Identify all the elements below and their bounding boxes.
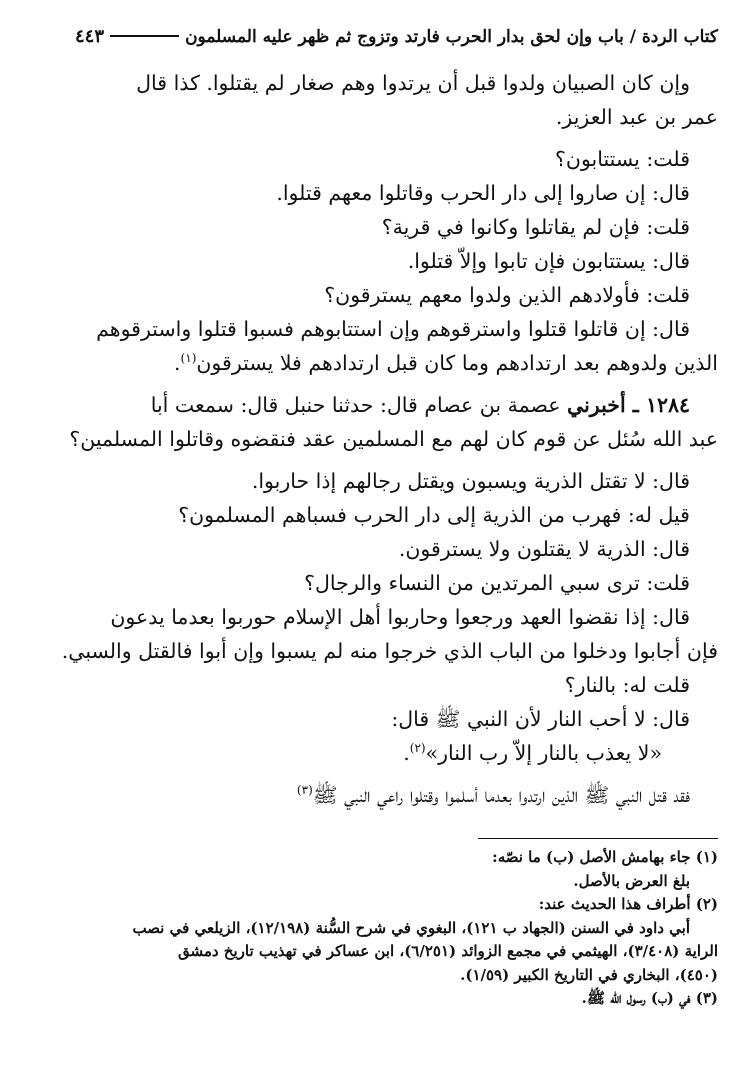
footnote-line: (١) جاء بهامش الأصل (ب) ما نصّه: [492, 848, 718, 866]
text-line: قال: لا أحب النار لأن النبي ﷺ قال: [391, 707, 690, 731]
footnote-line: (٢) أطراف هذا الحديث عند: [538, 895, 718, 913]
text-line: الذين ولدوهم بعد ارتدادهم وما كان قبل ارتدادهم فلا يسترقون$^{(١)}$. [174, 351, 718, 375]
footnote-ref: (١) [180, 351, 197, 366]
text-line: قيل له: فهرب من الذرية إلى دار الحرب فسباهم المسلمون؟ [178, 503, 690, 527]
narration-line [32, 388, 718, 422]
footnote-separator [478, 838, 718, 839]
text-line: قلت: ترى سبي المرتدين من النساء والرجال؟ [304, 571, 690, 595]
narration-number: ١٢٨٤ ـ أخبرني [567, 393, 690, 417]
footnotes [32, 846, 718, 1011]
text-line: قال: إن قاتلوا قتلوا واسترقوهم وإن استتابوهم فسبوا قتلوا واسترقوهم [96, 317, 690, 341]
text-line: قال: لا تقتل الذرية ويسبون ويقتل رجالهم إذا حاربوا. [251, 469, 690, 493]
text-line: عبد الله سُئل عن قوم كان لهم مع المسلمين عقد فنقضوه وقاتلوا المسلمين؟ [69, 427, 718, 451]
footnote-ref: (٣) [296, 783, 313, 798]
text-segment: الذين ولدوهم بعد ارتدادهم وما كان قبل ارتدادهم فلا يسترقون [196, 351, 718, 375]
text-line: عمر بن عبد العزيز. [555, 105, 718, 129]
footnote-line: الراية (٣/٤٠٨)، الهيثمي في مجمع الزوائد (٦/٢٥١)، ابن عساكر في تهذيب تاريخ دمشق [177, 942, 718, 960]
text-line: قال: إذا نقضوا العهد ورجعوا وحاربوا أهل الإسلام حوربوا بعدما يدعون [110, 605, 690, 629]
hadith-quote: «لا يعذب بالنار إلاّ رب النار»$^{(٢)}$. [403, 741, 662, 765]
header-rule [110, 35, 179, 37]
footnote-line: (٣) في (ب) رسول الله ﷺ. [581, 989, 718, 1007]
footnote-ref: (٢) [409, 741, 426, 756]
text-line: فإن أجابوا ودخلوا من الباب الذي خرجوا منه لم يسبوا وإن أبوا فالقتل والسبي. [61, 639, 718, 663]
text-line: وإن كان الصبيان ولدوا قبل أن يرتدوا وهم صغار لم يقتلوا. كذا قال [136, 71, 690, 95]
main-text [32, 66, 718, 812]
text-line: قلت: فأولادهم الذين ولدوا معهم يسترقون؟ [324, 283, 690, 307]
text-line: قال: الذرية لا يقتلون ولا يسترقون. [398, 537, 690, 561]
text-segment: عصمة بن عصام قال: حدثنا حنبل قال: سمعت أبا [150, 393, 568, 417]
text-line: قلت له: بالنار؟ [564, 673, 690, 697]
text-line: قال: إن صاروا إلى دار الحرب وقاتلوا معهم قتلوا. [276, 181, 690, 205]
text-segment: فقد قتل النبي ﷺ الذين ارتدوا بعدما أسلموا وقتلوا راعي النبي ﷺ [312, 783, 690, 807]
footnote-line: أبي داود في السنن (الجهاد ب ١٢١)، البغوي في شرح السُّنة (١٢/١٩٨)، الزيلعي في نصب [132, 918, 690, 937]
footnote-line: بلغ العرض بالأصل. [573, 871, 690, 890]
text-line: قلت: فإن لم يقاتلوا وكانوا في قرية؟ [381, 215, 690, 239]
footnote-line: (٤٥٠)، البخاري في التاريخ الكبير (١/٥٩). [460, 965, 718, 984]
text-line [32, 778, 718, 812]
text-segment: «لا يعذب بالنار إلاّ رب النار» [425, 741, 662, 765]
header-title: كتاب الردة / باب وإن لحق بدار الحرب فارتد وتزوج ثم ظهر عليه المسلمون [185, 27, 718, 47]
text-line: قلت: يستتابون؟ [555, 147, 690, 171]
page-number: ٤٤٣ [75, 26, 105, 47]
running-header [75, 26, 718, 47]
text-line: قال: يستتابون فإن تابوا وإلاّ قتلوا. [407, 249, 690, 273]
